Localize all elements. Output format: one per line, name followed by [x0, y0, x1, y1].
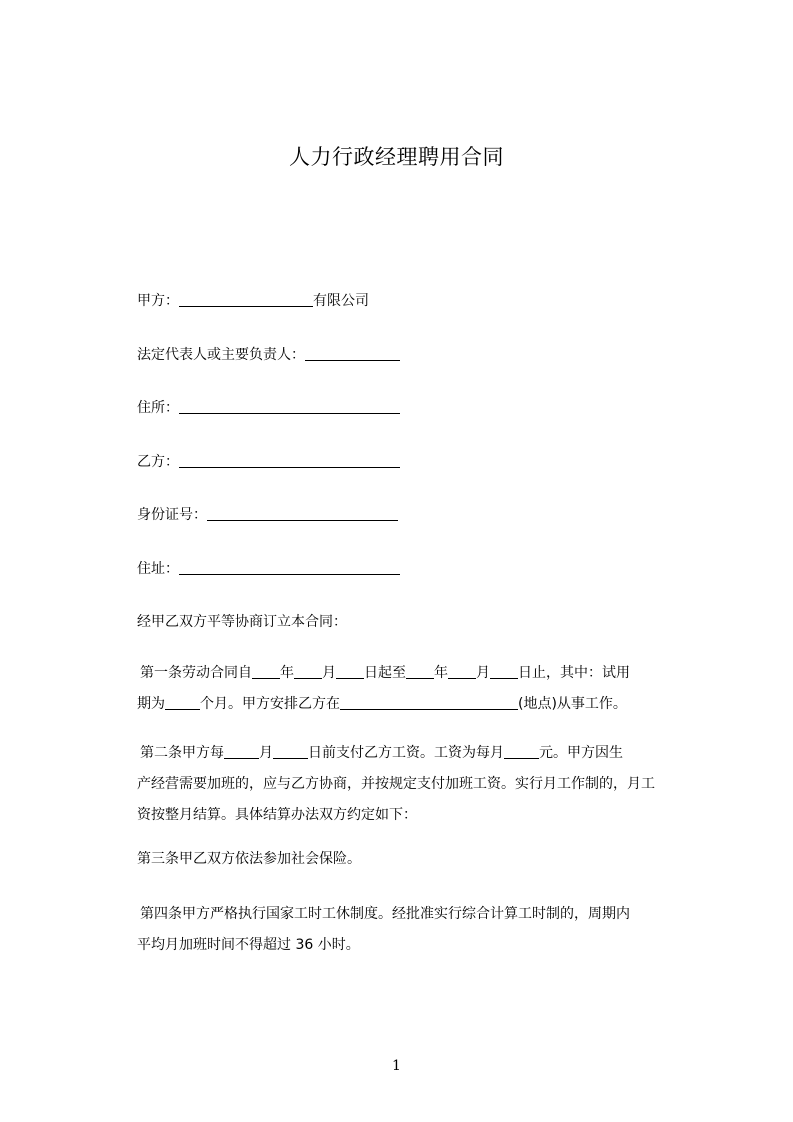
article-4-line-2: 平均月加班时间不得超过 36 小时。: [137, 937, 360, 953]
article-2-intro: 第二条甲方每: [140, 745, 224, 761]
party-a-label: 甲方：: [137, 293, 179, 309]
start-year-blank: [252, 664, 280, 679]
start-month-blank: [294, 664, 322, 679]
party-b-address-label: 住址：: [137, 561, 179, 577]
article-1: [137, 658, 701, 720]
party-a-address-blank: [179, 399, 400, 414]
article-1-intro: 第一条劳动合同自: [140, 665, 252, 681]
salary-blank: [504, 744, 539, 759]
id-number-line: [137, 505, 398, 525]
probation-blank: [165, 695, 200, 710]
legal-rep-blank: [305, 346, 400, 361]
article-4-line-1: 第四条甲方严格执行国家工时工休制度。经批准实行综合计算工时制的，周期内: [140, 906, 630, 922]
pay-day-blank: [273, 744, 308, 759]
pay-month-blank: [224, 744, 259, 759]
party-a-line: [137, 291, 369, 311]
party-a-suffix: 有限公司: [313, 293, 369, 309]
party-a-blank: [179, 292, 313, 307]
year-label: 年: [280, 665, 294, 681]
salary-label: 日前支付乙方工资。工资为每月: [308, 745, 504, 761]
article-2-line-3: 资按整月结算。具体结算办法双方约定如下：: [137, 807, 417, 823]
page-number: 1: [392, 1058, 401, 1074]
salary-suffix: 元。甲方因生: [539, 745, 623, 761]
party-b-line: [137, 452, 400, 472]
party-b-address-line: [137, 559, 400, 579]
party-a-address-label: 住所：: [137, 400, 179, 416]
legal-rep-label: 法定代表人或主要负责人：: [137, 347, 305, 363]
end-year-blank: [406, 664, 434, 679]
month-label: 月: [259, 745, 273, 761]
day-label: 日起至: [364, 665, 406, 681]
party-b-label: 乙方：: [137, 454, 179, 470]
article-4: [137, 899, 701, 961]
page-title: 人力行政经理聘用合同: [289, 145, 504, 169]
start-day-blank: [336, 664, 364, 679]
id-number-label: 身份证号：: [137, 507, 207, 523]
work-location-label: 个月。甲方安排乙方在: [200, 696, 340, 712]
day-label: 日止，其中：试用: [518, 665, 630, 681]
end-month-blank: [448, 664, 476, 679]
month-label: 月: [476, 665, 490, 681]
year-label: 年: [434, 665, 448, 681]
preamble: 经甲乙双方平等协商订立本合同：: [137, 614, 347, 630]
probation-label: 期为: [137, 696, 165, 712]
party-b-address-blank: [179, 560, 400, 575]
work-location-blank: [340, 695, 518, 710]
party-b-blank: [179, 453, 400, 468]
legal-rep-line: [137, 345, 400, 365]
work-location-suffix: (地点)从事工作。: [518, 696, 627, 712]
article-2: [137, 738, 701, 831]
article-2-line-2: 产经营需要加班的，应与乙方协商，并按规定支付加班工资。实行月工作制的，月工: [137, 776, 655, 792]
party-a-address-line: [137, 398, 400, 418]
article-3: 第三条甲乙双方依法参加社会保险。: [137, 851, 361, 867]
id-number-blank: [207, 506, 398, 521]
month-label: 月: [322, 665, 336, 681]
end-day-blank: [490, 664, 518, 679]
